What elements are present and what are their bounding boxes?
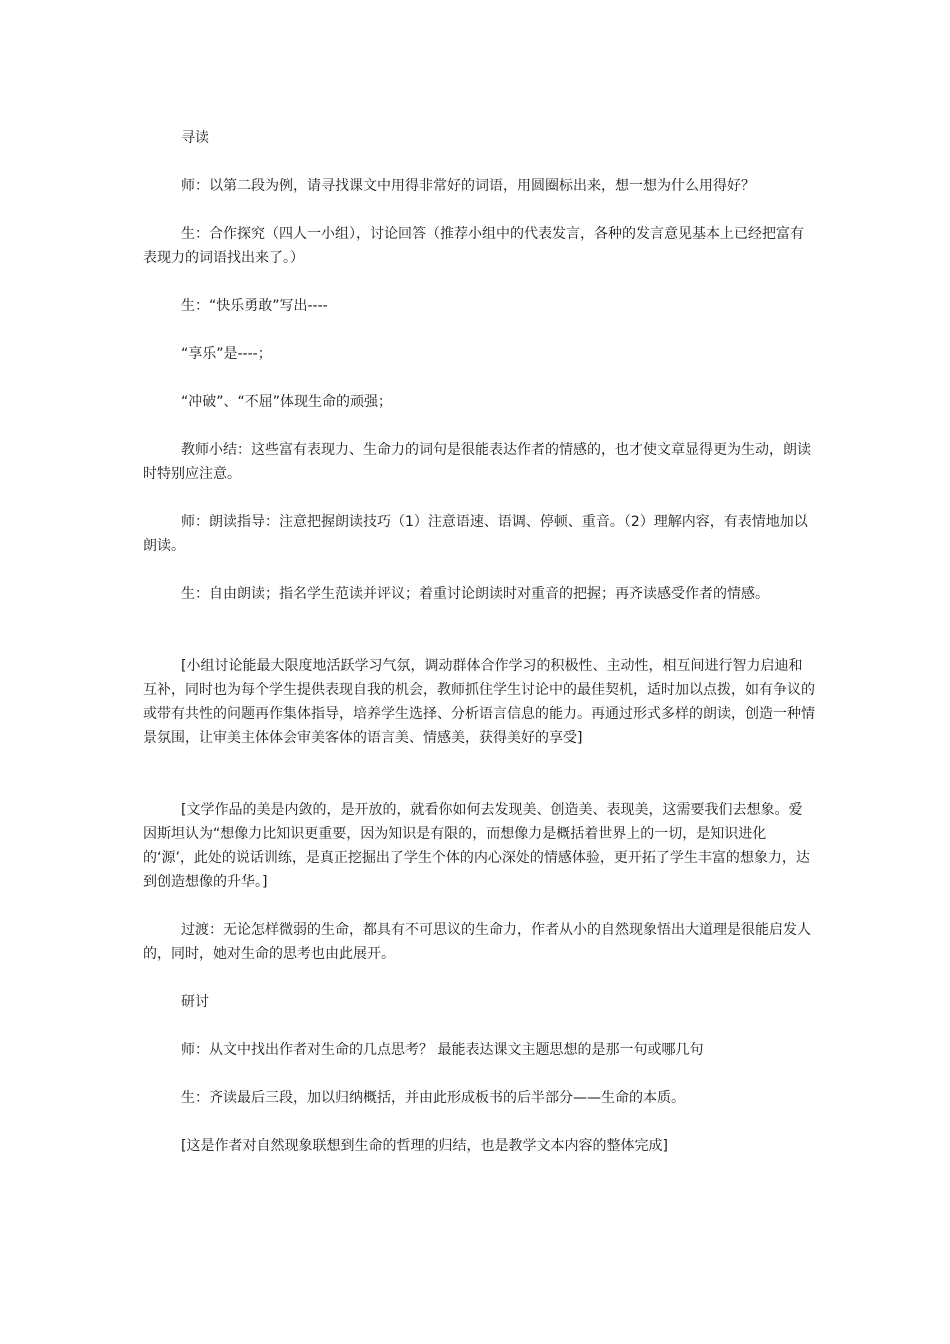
paragraph-reading-guidance: 师：朗读指导：注意把握朗读技巧（1）注意语速、语调、停顿、重音。（2）理解内容，有表情地加以朗读。 [143, 514, 808, 554]
paragraph-student-answer-3: “冲破”、“不屈”体现生命的顽强； [181, 394, 393, 410]
paragraph-free-reading: 生：自由朗读；指名学生范读并评议；着重讨论朗读时对重音的把握；再齐读感受作者的情感。 [181, 586, 769, 602]
paragraph-transition: 过渡：无论怎样微弱的生命，都具有不可思议的生命力，作者从小的自然现象悟出大道理是很能启发人的，同时，她对生命的思考也由此展开。 [143, 922, 811, 962]
paragraph-comment-literary-beauty: [文学作品的美是内敛的，是开放的，就看你如何去发现美、创造美、表现美，这需要我们去想象。爱因斯坦认为“想像力比知识更重要，因为知识是有限的，而想像力是概括着世界上的一切，是知识进化的‘源’，此处的说话训练，是真正挖掘出了学生个体的内心深处的情感体验，更开拓了学生丰富的想象力，达到创造想像的升华。] [143, 802, 810, 890]
heading-yantao: 研讨 [181, 994, 209, 1010]
paragraph-student-answer-1: 生：“快乐勇敢”写出---- [181, 298, 328, 314]
paragraph-student-discussion: 生：合作探究（四人一小组），讨论回答（推荐小组中的代表发言，各种的发言意见基本上已经把富有表现力的词语找出来了。） [143, 226, 804, 266]
paragraph-student-answer-2: “享乐”是----； [181, 346, 272, 362]
paragraph-teacher-question: 师：以第二段为例，请寻找课文中用得非常好的词语，用圆圈标出来，想一想为什么用得好？ [181, 178, 755, 194]
paragraph-teacher-research-question: 师：从文中找出作者对生命的几点思考？ 最能表达课文主题思想的是那一句或哪几句 [181, 1042, 704, 1058]
paragraph-student-summary: 生：齐读最后三段，加以归纳概括，并由此形成板书的后半部分——生命的本质。 [181, 1090, 685, 1106]
heading-xundu: 寻读 [181, 130, 209, 146]
paragraph-comment-conclusion: [这是作者对自然现象联想到生命的哲理的归结，也是教学文本内容的整体完成] [181, 1138, 668, 1154]
paragraph-teacher-summary: 教师小结：这些富有表现力、生命力的词句是很能表达作者的情感的，也才使文章显得更为生动，朗读时特别应注意。 [143, 442, 811, 482]
paragraph-comment-group-discussion: [小组讨论能最大限度地活跃学习气氛，调动群体合作学习的积极性、主动性，相互间进行智力启迪和互补，同时也为每个学生提供表现自我的机会，教师抓住学生讨论中的最佳契机，适时加以点拨，如有争议的或带有共性的问题再作集体指导，培养学生选择、分析语言信息的能力。再通过形式多样的朗读，创造一种情景氛围，让审美主体体会审美客体的语言美、情感美，获得美好的享受] [143, 658, 815, 746]
